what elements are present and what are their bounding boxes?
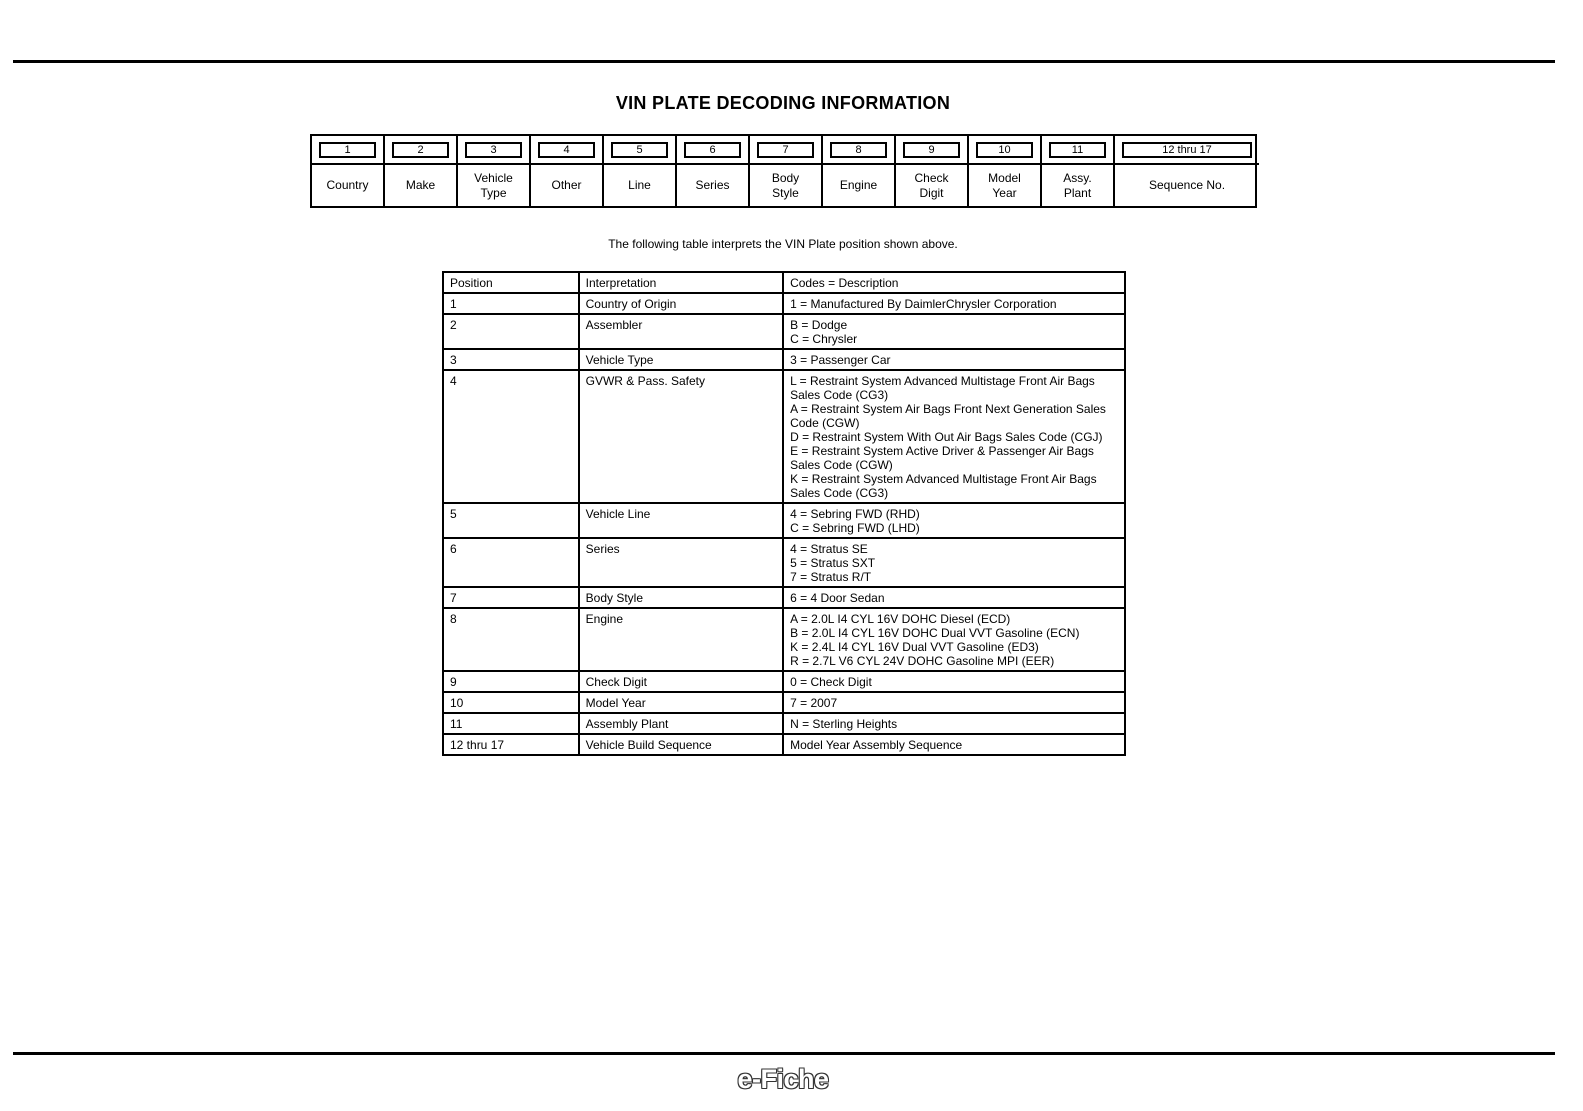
position-cell: 10 <box>443 692 579 713</box>
codes-cell: 1 = Manufactured By DaimlerChrysler Corporation <box>783 293 1125 314</box>
vin-position-number-row <box>823 136 894 165</box>
table-header-row <box>443 272 1125 293</box>
table-row <box>443 349 1125 370</box>
vin-position-column <box>1042 136 1115 206</box>
codes-cell: 4 = Stratus SE 5 = Stratus SXT 7 = Stratus R/T <box>783 538 1125 587</box>
vin-position-label: Check Digit <box>914 170 949 200</box>
vin-position-number-row <box>896 136 967 165</box>
table-row <box>443 692 1125 713</box>
vin-position-column <box>823 136 896 206</box>
interpretation-cell: Vehicle Line <box>579 503 783 538</box>
interpretation-cell: Assembly Plant <box>579 713 783 734</box>
table-row <box>443 314 1125 349</box>
vin-position-label: Sequence No. <box>1148 178 1226 192</box>
vin-position-number: 12 thru 17 <box>1122 142 1252 158</box>
vin-position-label: Series <box>695 178 730 192</box>
codes-cell: N = Sterling Heights <box>783 713 1125 734</box>
vin-position-column <box>312 136 385 206</box>
vin-position-label: Model Year <box>988 170 1021 200</box>
vin-position-number: 9 <box>903 142 960 158</box>
vin-position-number: 4 <box>538 142 595 158</box>
table-row <box>443 713 1125 734</box>
interpretation-cell: Model Year <box>579 692 783 713</box>
position-cell: 5 <box>443 503 579 538</box>
vin-position-number: 11 <box>1049 142 1106 158</box>
codes-cell: 4 = Sebring FWD (RHD) C = Sebring FWD (LHD) <box>783 503 1125 538</box>
codes-cell: Model Year Assembly Sequence <box>783 734 1125 755</box>
position-cell: 12 thru 17 <box>443 734 579 755</box>
vin-position-number-row <box>1042 136 1113 165</box>
vin-position-label: Other <box>551 178 582 192</box>
vin-position-label: Assy. Plant <box>1063 170 1092 200</box>
vin-position-column <box>385 136 458 206</box>
codes-cell: L = Restraint System Advanced Multistage Front Air Bags Sales Code (CG3) A = Restraint System Air Bags Front Next Generation Sales Code (CGW) D = Restraint System With Out Air Bags Sales Code (CGJ) E = Restraint System Active Driver & Passenger Air Bags Sales Code (CGW) K = Restraint System Advanced Multistage Front Air Bags Sales Code (CG3) <box>783 370 1125 503</box>
vin-position-column <box>969 136 1042 206</box>
vin-position-number: 7 <box>757 142 814 158</box>
table-row <box>443 370 1125 503</box>
vin-position-label: Vehicle Type <box>474 170 513 200</box>
page-title: VIN PLATE DECODING INFORMATION <box>615 93 951 113</box>
position-cell: 8 <box>443 608 579 671</box>
vin-position-label: Body Style <box>771 170 800 200</box>
vin-position-label: Engine <box>839 178 878 192</box>
position-cell: 9 <box>443 671 579 692</box>
vin-position-label: Make <box>405 178 436 192</box>
interpretation-cell: Vehicle Type <box>579 349 783 370</box>
interpretation-cell: Body Style <box>579 587 783 608</box>
vin-position-number-row <box>750 136 821 165</box>
position-cell: 3 <box>443 349 579 370</box>
position-cell: 7 <box>443 587 579 608</box>
vin-position-number: 10 <box>976 142 1033 158</box>
table-row <box>443 671 1125 692</box>
intro-text: The following table interprets the VIN Plate position shown above. <box>608 237 958 251</box>
table-header-cell: Codes = Description <box>783 272 1125 293</box>
table-header-cell: Interpretation <box>579 272 783 293</box>
vin-position-column <box>677 136 750 206</box>
vin-position-number-row <box>531 136 602 165</box>
interpretation-cell: Engine <box>579 608 783 671</box>
interpretation-cell: GVWR & Pass. Safety <box>579 370 783 503</box>
codes-cell: B = Dodge C = Chrysler <box>783 314 1125 349</box>
vin-position-column <box>896 136 969 206</box>
efiche-logo: e-Fiche <box>737 1064 829 1094</box>
interpretation-cell: Country of Origin <box>579 293 783 314</box>
interpretation-cell: Series <box>579 538 783 587</box>
bottom-rule <box>13 1052 1555 1055</box>
interpretation-cell: Assembler <box>579 314 783 349</box>
top-rule <box>13 60 1555 63</box>
vin-position-number: 1 <box>319 142 376 158</box>
table-row <box>443 538 1125 587</box>
vin-position-number: 6 <box>684 142 741 158</box>
codes-cell: 3 = Passenger Car <box>783 349 1125 370</box>
vin-position-column <box>458 136 531 206</box>
interpretation-cell: Vehicle Build Sequence <box>579 734 783 755</box>
vin-position-number: 2 <box>392 142 449 158</box>
position-cell: 4 <box>443 370 579 503</box>
position-cell: 11 <box>443 713 579 734</box>
vin-position-number-row <box>458 136 529 165</box>
table-row <box>443 734 1125 755</box>
vin-position-number-row <box>604 136 675 165</box>
vin-position-label: Line <box>628 178 651 192</box>
codes-cell: 7 = 2007 <box>783 692 1125 713</box>
vin-position-number: 5 <box>611 142 668 158</box>
table-header-cell: Position <box>443 272 579 293</box>
vin-position-column <box>750 136 823 206</box>
vin-position-number: 3 <box>465 142 522 158</box>
vin-decode-table <box>442 271 1126 756</box>
table-row <box>443 608 1125 671</box>
vin-plate-diagram <box>310 134 1257 208</box>
vin-position-number-row <box>1115 136 1259 165</box>
vin-position-number: 8 <box>830 142 887 158</box>
codes-cell: A = 2.0L I4 CYL 16V DOHC Diesel (ECD) B = 2.0L I4 CYL 16V DOHC Dual VVT Gasoline (ECN) K = 2.4L I4 CYL 16V Dual VVT Gasoline (ED3) R = 2.7L V6 CYL 24V DOHC Gasoline MPI (EER) <box>783 608 1125 671</box>
position-cell: 1 <box>443 293 579 314</box>
codes-cell: 6 = 4 Door Sedan <box>783 587 1125 608</box>
table-row <box>443 293 1125 314</box>
table-row <box>443 587 1125 608</box>
codes-cell: 0 = Check Digit <box>783 671 1125 692</box>
vin-position-column <box>1115 136 1259 206</box>
vin-position-column <box>604 136 677 206</box>
table-row <box>443 503 1125 538</box>
vin-position-number-row <box>969 136 1040 165</box>
vin-position-number-row <box>312 136 383 165</box>
position-cell: 2 <box>443 314 579 349</box>
vin-position-column <box>531 136 604 206</box>
vin-position-label: Country <box>326 178 369 192</box>
position-cell: 6 <box>443 538 579 587</box>
interpretation-cell: Check Digit <box>579 671 783 692</box>
vin-position-number-row <box>677 136 748 165</box>
vin-position-number-row <box>385 136 456 165</box>
